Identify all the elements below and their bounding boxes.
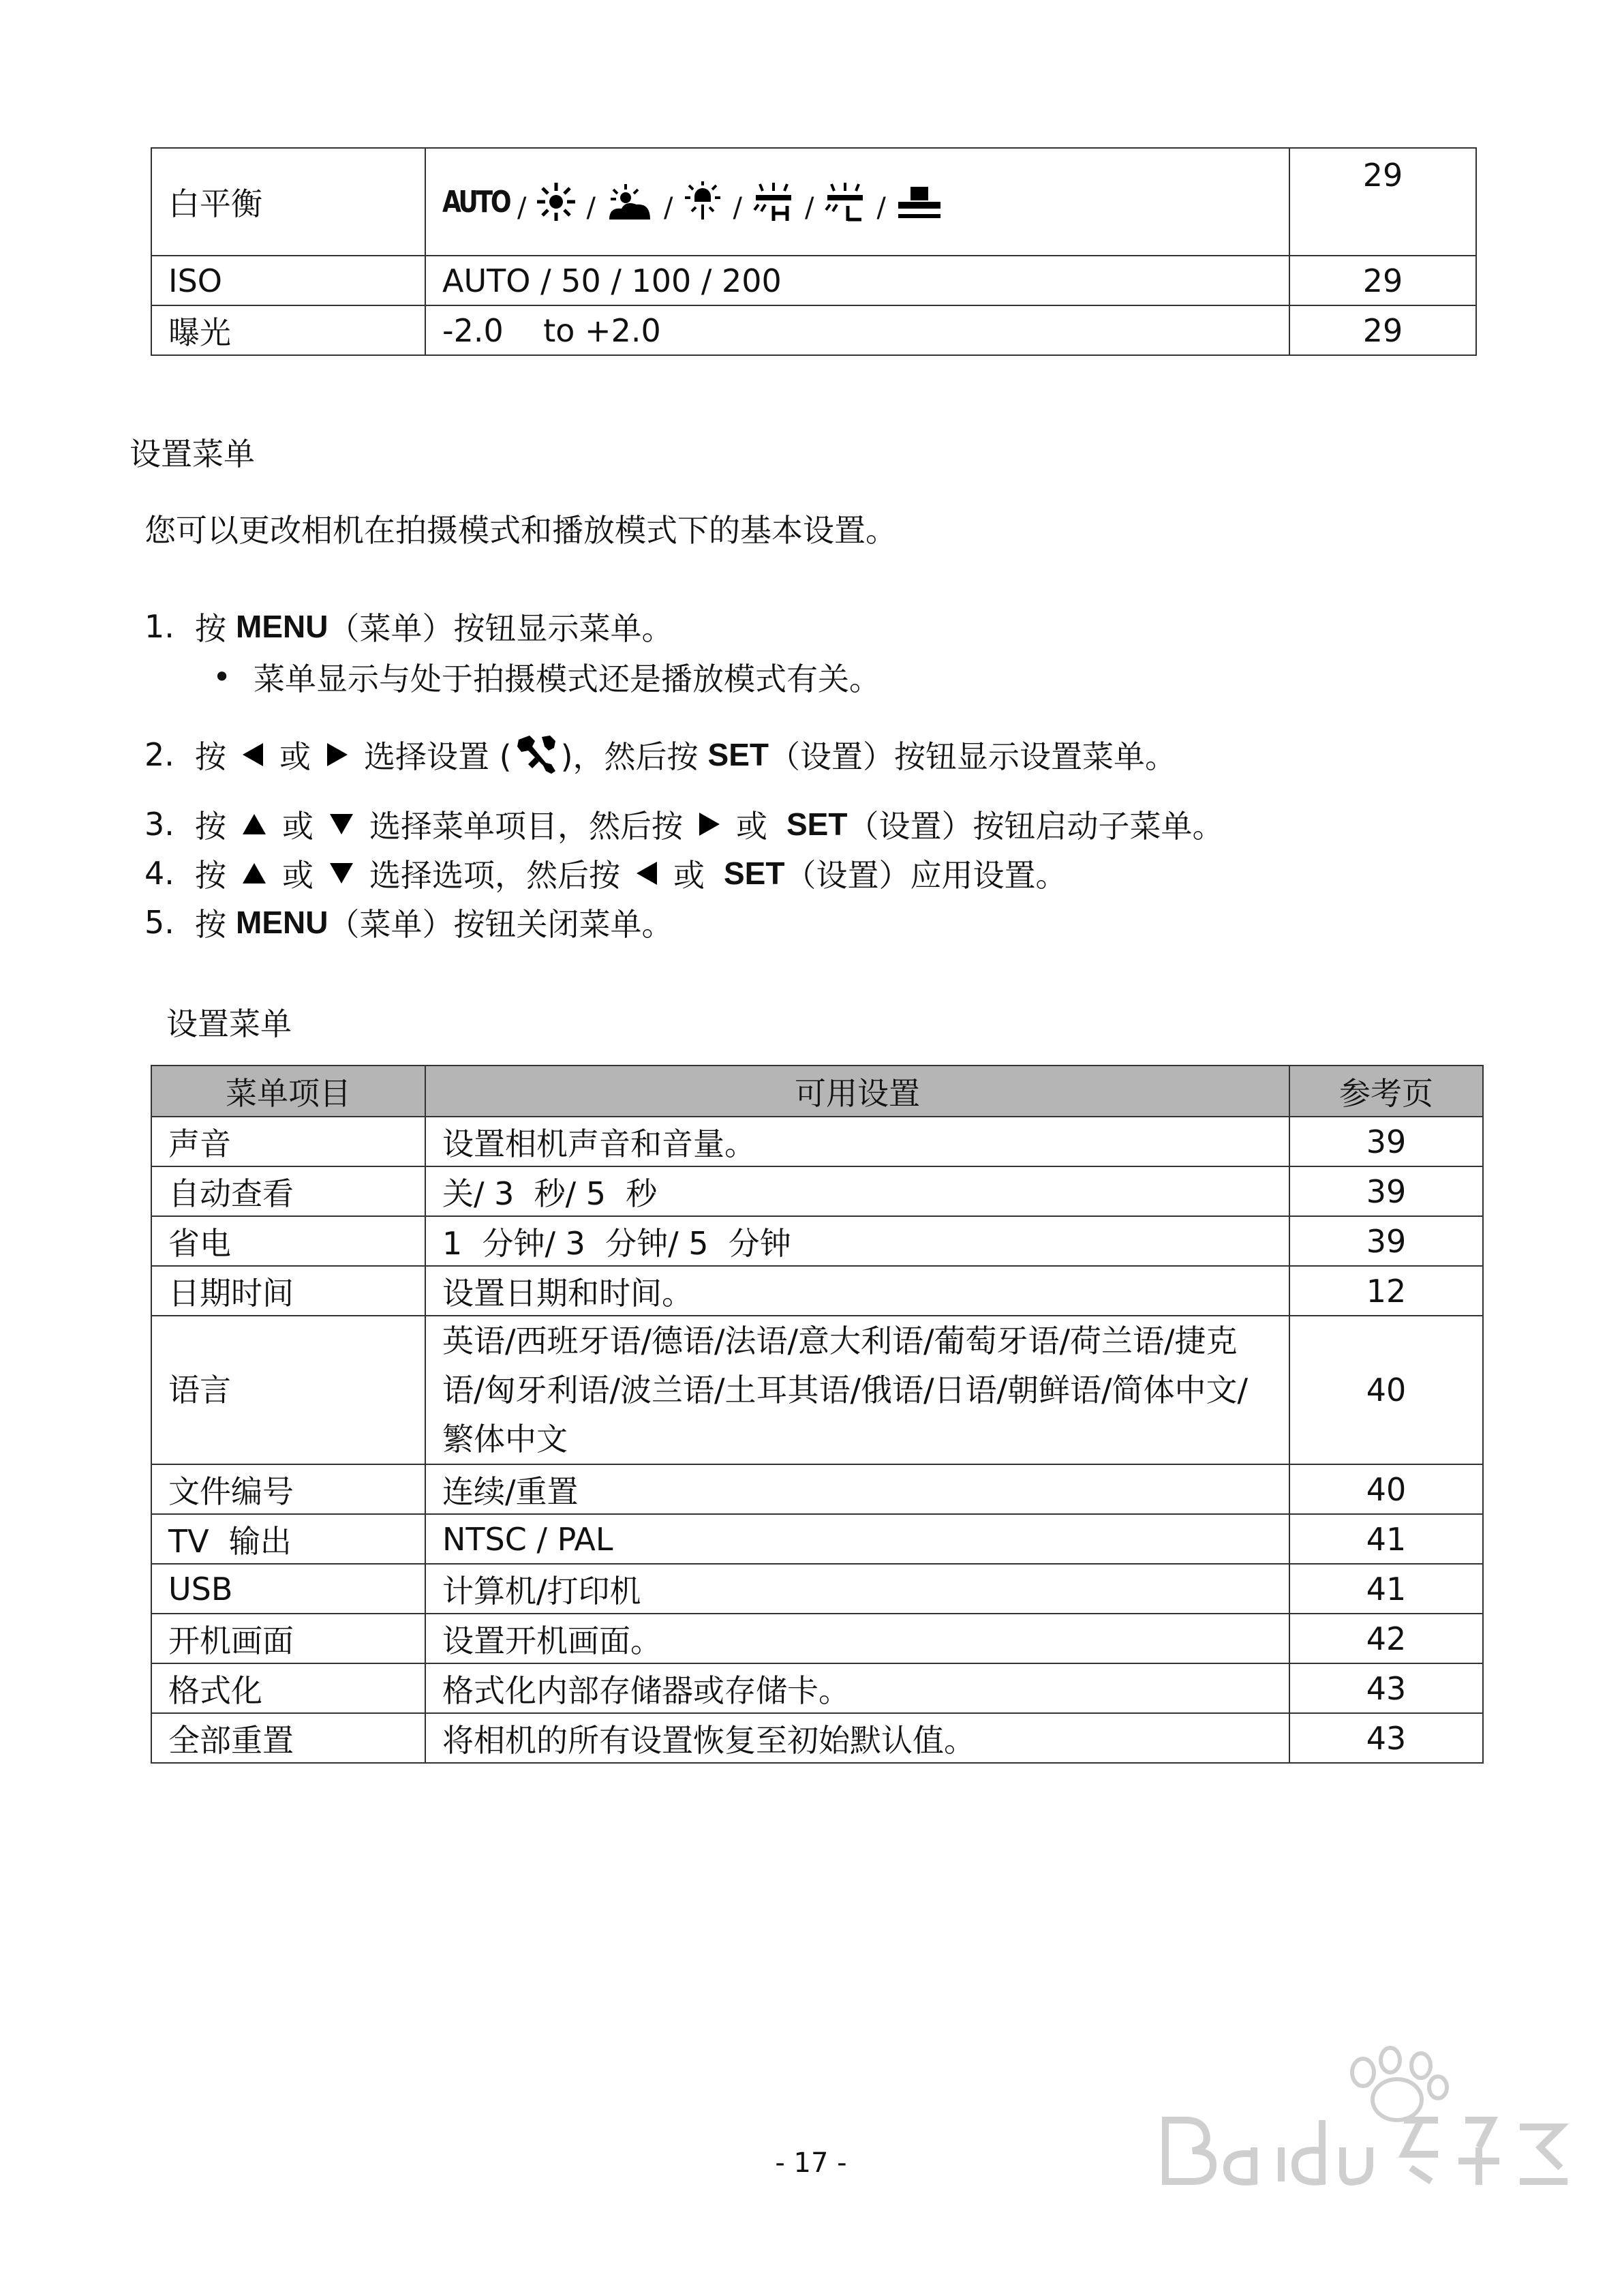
cell-item: 文件编号 bbox=[151, 1464, 425, 1514]
table-row bbox=[151, 1514, 1483, 1564]
cell-page: 43 bbox=[1289, 1713, 1483, 1763]
cell-item: TV 输出 bbox=[151, 1514, 425, 1564]
right-arrow-icon bbox=[327, 743, 348, 766]
left-arrow-icon bbox=[637, 862, 657, 885]
fluorescent-l-icon bbox=[823, 181, 867, 222]
menu-key: MENU bbox=[236, 905, 328, 940]
cell-setting: 设置相机声音和音量。 bbox=[425, 1117, 1289, 1166]
cell-setting: NTSC / PAL bbox=[425, 1514, 1289, 1564]
cell-setting: 1 分钟/ 3 分钟/ 5 分钟 bbox=[425, 1216, 1289, 1266]
table-row bbox=[151, 305, 1476, 355]
table-row bbox=[151, 1713, 1483, 1763]
cell-page: 41 bbox=[1289, 1514, 1483, 1564]
cell-setting: 将相机的所有设置恢复至初始默认值。 bbox=[425, 1713, 1289, 1763]
cell-page: 39 bbox=[1289, 1166, 1483, 1216]
right-arrow-icon bbox=[699, 813, 720, 836]
table-row bbox=[151, 1663, 1483, 1713]
cell-page: 29 bbox=[1289, 305, 1476, 355]
cell-item: ISO bbox=[151, 256, 425, 305]
cell-item: 全部重置 bbox=[151, 1713, 425, 1763]
table-row bbox=[151, 1614, 1483, 1663]
setup-menu-table bbox=[151, 1065, 1484, 1764]
down-arrow-icon bbox=[330, 814, 353, 834]
column-header: 菜单项目 bbox=[151, 1066, 425, 1117]
cell-item: 省电 bbox=[151, 1216, 425, 1266]
cell-page: 43 bbox=[1289, 1663, 1483, 1713]
table-row bbox=[151, 148, 1476, 256]
step-bullet: • 菜单显示与处于拍摄模式还是播放模式有关。 bbox=[213, 659, 881, 697]
cell-page: 41 bbox=[1289, 1564, 1483, 1614]
table-row bbox=[151, 256, 1476, 305]
cell-setting: 设置开机画面。 bbox=[425, 1614, 1289, 1663]
cell-setting: 关/ 3 秒/ 5 秒 bbox=[425, 1166, 1289, 1216]
cell-setting: 设置日期和时间。 bbox=[425, 1266, 1289, 1316]
table-row bbox=[151, 1166, 1483, 1216]
set-key: SET bbox=[707, 737, 769, 772]
up-arrow-icon bbox=[243, 863, 266, 883]
table-row bbox=[151, 1117, 1483, 1166]
cell-item: 自动查看 bbox=[151, 1166, 425, 1216]
left-arrow-icon bbox=[243, 743, 263, 766]
set-key: SET bbox=[786, 806, 848, 842]
table-row bbox=[151, 1316, 1483, 1464]
cell-item: 曝光 bbox=[151, 305, 425, 355]
cell-item: 日期时间 bbox=[151, 1266, 425, 1316]
down-arrow-icon bbox=[330, 863, 353, 883]
fluorescent-h-icon bbox=[752, 181, 795, 222]
section-title: 设置菜单 bbox=[129, 436, 255, 472]
cell-wb-icons: AUTO / / / / / / bbox=[425, 148, 1289, 256]
step-3: 3. 按 或 选择菜单项目，然后按 或 SET （设置）按钮启动子菜单。 bbox=[144, 806, 1224, 845]
step-2: 2. 按 或 选择设置 ( )，然后按 SET （设置）按钮显示设置菜单。 bbox=[144, 732, 1176, 777]
menu-key: MENU bbox=[236, 609, 328, 644]
cell-setting: 英语/西班牙语/德语/法语/意大利语/葡萄牙语/荷兰语/捷克 语/匈牙利语/波兰语/土耳其语/俄语/日语/朝鲜语/简体中文/ 繁体中文 bbox=[425, 1316, 1289, 1464]
cell-page: 29 bbox=[1289, 256, 1476, 305]
cell-item: 开机画面 bbox=[151, 1614, 425, 1663]
custom-icon bbox=[896, 181, 943, 222]
cell-value: AUTO / 50 / 100 / 200 bbox=[425, 256, 1289, 305]
cell-item: USB bbox=[151, 1564, 425, 1614]
setup-wrench-icon bbox=[515, 733, 558, 776]
cell-item: 格式化 bbox=[151, 1663, 425, 1713]
table-header-row bbox=[151, 1066, 1483, 1117]
step-5: 5. 按 MENU （菜单）按钮关闭菜单。 bbox=[144, 904, 673, 943]
cell-page: 29 bbox=[1289, 148, 1476, 256]
bullet-icon: • bbox=[213, 659, 232, 695]
page-number: - 17 - bbox=[775, 2147, 847, 2179]
cell-setting: 连续/重置 bbox=[425, 1464, 1289, 1514]
table-row bbox=[151, 1266, 1483, 1316]
cell-page: 39 bbox=[1289, 1117, 1483, 1166]
cell-value: -2.0 to +2.0 bbox=[425, 305, 1289, 355]
column-header: 参考页 bbox=[1289, 1066, 1483, 1117]
auto-icon: AUTO bbox=[442, 184, 510, 220]
step-1: 1. 按 MENU （菜单）按钮显示菜单。 bbox=[144, 608, 673, 647]
cell-item: 白平衡 bbox=[151, 148, 425, 256]
cell-page: 12 bbox=[1289, 1266, 1483, 1316]
table-row bbox=[151, 1564, 1483, 1614]
column-header: 可用设置 bbox=[425, 1066, 1289, 1117]
intro-text: 您可以更改相机在拍摄模式和播放模式下的基本设置。 bbox=[144, 512, 897, 549]
table-row bbox=[151, 1464, 1483, 1514]
settings-table-top bbox=[151, 147, 1477, 356]
table-row bbox=[151, 1216, 1483, 1266]
table-title: 设置菜单 bbox=[166, 1006, 292, 1042]
cell-item: 语言 bbox=[151, 1316, 425, 1464]
daylight-icon bbox=[536, 181, 577, 222]
cell-page: 40 bbox=[1289, 1316, 1483, 1464]
cell-item: 声音 bbox=[151, 1117, 425, 1166]
set-key: SET bbox=[724, 856, 785, 891]
step-4: 4. 按 或 选择选项，然后按 或 SET （设置）应用设置。 bbox=[144, 855, 1067, 894]
cell-page: 40 bbox=[1289, 1464, 1483, 1514]
cell-setting: 计算机/打印机 bbox=[425, 1564, 1289, 1614]
baidu-jingyan-watermark-icon bbox=[1152, 2045, 1602, 2263]
cell-page: 42 bbox=[1289, 1614, 1483, 1663]
cell-page: 39 bbox=[1289, 1216, 1483, 1266]
cloudy-icon bbox=[605, 181, 654, 222]
cell-setting: 格式化内部存储器或存储卡。 bbox=[425, 1663, 1289, 1713]
up-arrow-icon bbox=[243, 814, 266, 834]
incandescent-icon bbox=[682, 181, 723, 222]
